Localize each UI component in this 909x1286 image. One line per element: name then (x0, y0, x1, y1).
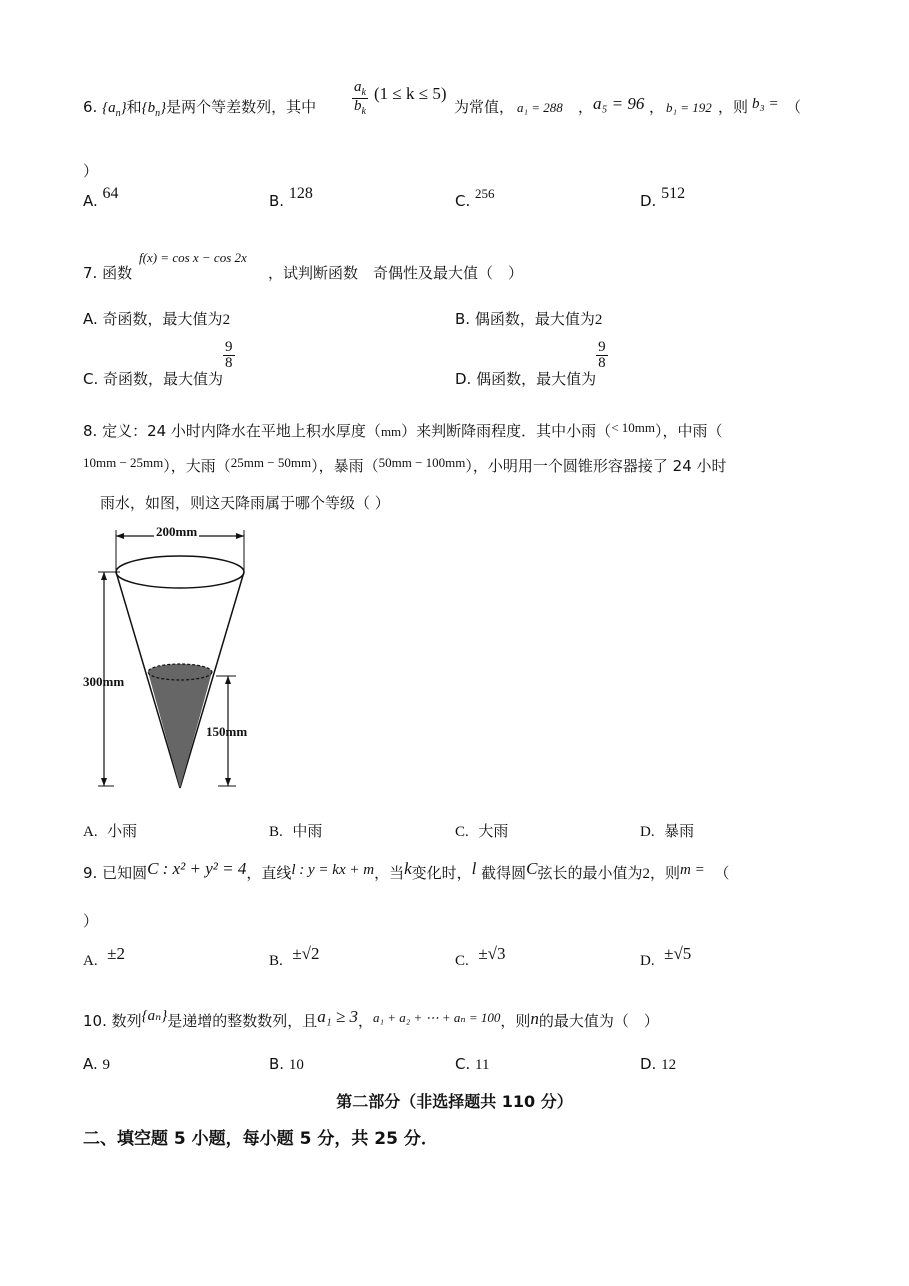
water-fill (148, 672, 212, 788)
q7-stem: 7. 函数 (83, 264, 133, 282)
q6-number: 6. (83, 98, 98, 116)
q6-stem: 6. $\{a_n\}$和$\{b_n\}$是两个等差数列，其中 (83, 98, 317, 119)
q10-option-b[interactable]: B. 10 (269, 1055, 304, 1073)
fig-label-left: 300mm (83, 674, 125, 689)
q8-option-c[interactable]: C. 大雨 (455, 822, 509, 840)
q7-option-a[interactable]: A. 奇函数，最大值为2 (83, 310, 231, 328)
q6-b1: b₁ = 192 (666, 100, 712, 115)
q6-a5: a₅ = 96 (593, 94, 645, 113)
q9-option-a[interactable]: A. ±2 (83, 944, 125, 969)
cone-top-ellipse (116, 556, 244, 588)
q6-option-a[interactable]: A. 64 (83, 185, 119, 210)
q6-option-d[interactable]: D. 512 (640, 185, 686, 210)
q6-option-b[interactable]: B. 128 (269, 185, 313, 210)
q8-line-3: 雨水，如图，则这天降雨属于哪个等级（ ） (100, 494, 390, 512)
q9-option-d[interactable]: D. ±√5 (640, 944, 692, 969)
fig-label-right: 150mm (206, 724, 248, 739)
fig-label-top: 200mm (156, 524, 198, 539)
q8-option-a[interactable]: A. 小雨 (83, 822, 138, 840)
part2-title: 第二部分（非选择题共 110 分） (336, 1092, 573, 1111)
q9-option-c[interactable]: C. ±√3 (455, 944, 506, 969)
q7-option-c[interactable]: C. 奇函数，最大值为 $\frac{9}{8}$ (83, 339, 233, 388)
q7-formula: f(x) = cos x − cos 2x (139, 250, 247, 265)
q9-option-b[interactable]: B. ±√2 (269, 944, 320, 969)
cone-figure (80, 520, 280, 800)
q7-option-d[interactable]: D. 偶函数，最大值为 $\frac{9}{8}$ (455, 339, 606, 388)
q8-option-d[interactable]: D. 暴雨 (640, 822, 695, 840)
q8-option-b[interactable]: B. 中雨 (269, 822, 323, 840)
q6-condition: (1 ≤ k ≤ 5) (374, 84, 447, 103)
q6-b3: b₃ = (752, 96, 779, 112)
q6-seq-b: $\{b_n\}$ (141, 100, 167, 119)
q10-stem: 10. 数列{aₙ}是递增的整数数列，且a₁ ≥ 3，a₁ + a₂ + ⋯ + aₙ = 100，则n的最大值为（ ） (83, 1007, 659, 1030)
q10-option-a[interactable]: A. 9 (83, 1055, 111, 1073)
q10-option-d[interactable]: D. 12 (640, 1055, 677, 1073)
q10-option-c[interactable]: C. 11 (455, 1055, 490, 1073)
q9-stem: 9. 已知圆C : x² + y² = 4，直线l : y = kx + m，当k变化时，l 截得圆C弦长的最小值为2，则m = （ (83, 859, 730, 882)
q6-seq-a: $\{a_n\}$ (102, 100, 127, 119)
q6-option-c[interactable]: C. 256 (455, 186, 495, 210)
q6-a1: a₁ = 288 (517, 100, 563, 115)
q8-line-2: 10mm − 25mm），大雨（25mm − 50mm），暴雨（50mm − 100mm），小明用一个圆锥形容器接了 24 小时 (83, 455, 727, 475)
q6-fraction: $\frac{a_k}{b_k}$ (354, 79, 366, 117)
section-fill-in-blank: 二、填空题 5 小题，每小题 5 分，共 25 分． (83, 1129, 438, 1149)
q8-line-1: 8. 定义：24 小时内降水在平地上积水厚度（mm）来判断降雨程度．其中小雨（< 10mm），中雨（ (83, 420, 723, 440)
q7-option-b[interactable]: B. 偶函数，最大值为2 (455, 310, 603, 328)
